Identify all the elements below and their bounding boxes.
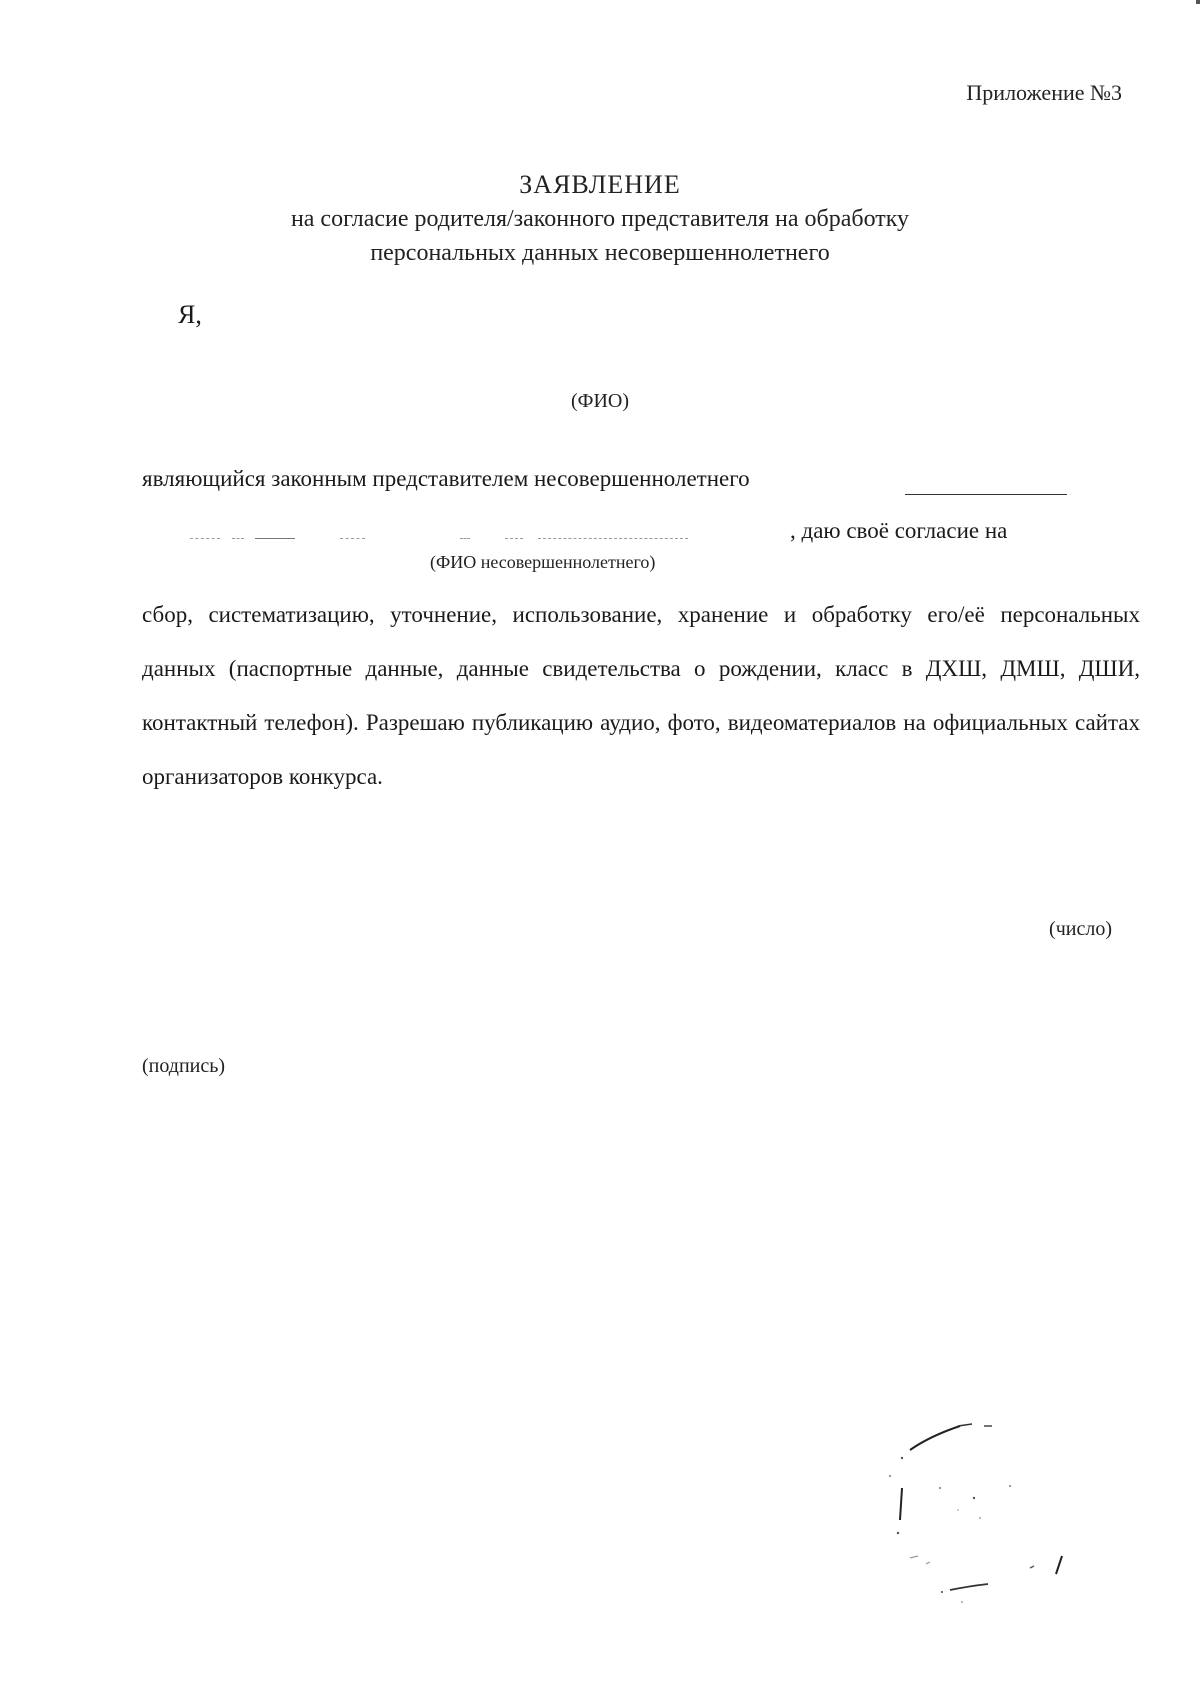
faint-stamp-image [880,1418,1090,1618]
faint-underline [255,538,295,539]
faint-underline [232,538,244,539]
scan-artifact [1196,0,1200,4]
minor-name-field-line[interactable] [905,494,1067,495]
faint-underline [190,538,220,539]
appendix-number: Приложение №3 [966,80,1122,105]
representative-text: являющийся законным представителем несовершеннолетнего [142,466,750,491]
faint-underline [505,538,523,539]
date-caption: (число) [1049,918,1112,940]
fio-caption: (ФИО) [570,390,629,412]
faint-underline [460,538,470,539]
document-subtitle-line1: на согласие родителя/законного представителя на обработку [290,206,910,232]
faint-underline [538,538,688,539]
consent-body-paragraph: сбор, систематизацию, уточнение, использование, хранение и обработку его/её персональных данных (паспортные данные, данные свидетельства о рождении, класс в ДХШ, ДМШ, ДШИ, контактный телефон). Разрешаю публикацию аудио, фото, видеоматериалов на официальных сайтах организаторов конкурса. [142,602,1140,789]
i-label: Я, [178,300,202,329]
document-subtitle-line2: персональных данных несовершеннолетнего [370,240,830,266]
consent-text: , даю своё согласие на [790,518,1008,543]
minor-fio-caption: (ФИО несовершеннолетнего) [430,552,656,572]
faint-underline [340,538,365,539]
signature-caption: (подпись) [142,1055,226,1077]
document-title: ЗАЯВЛЕНИЕ [519,170,681,199]
